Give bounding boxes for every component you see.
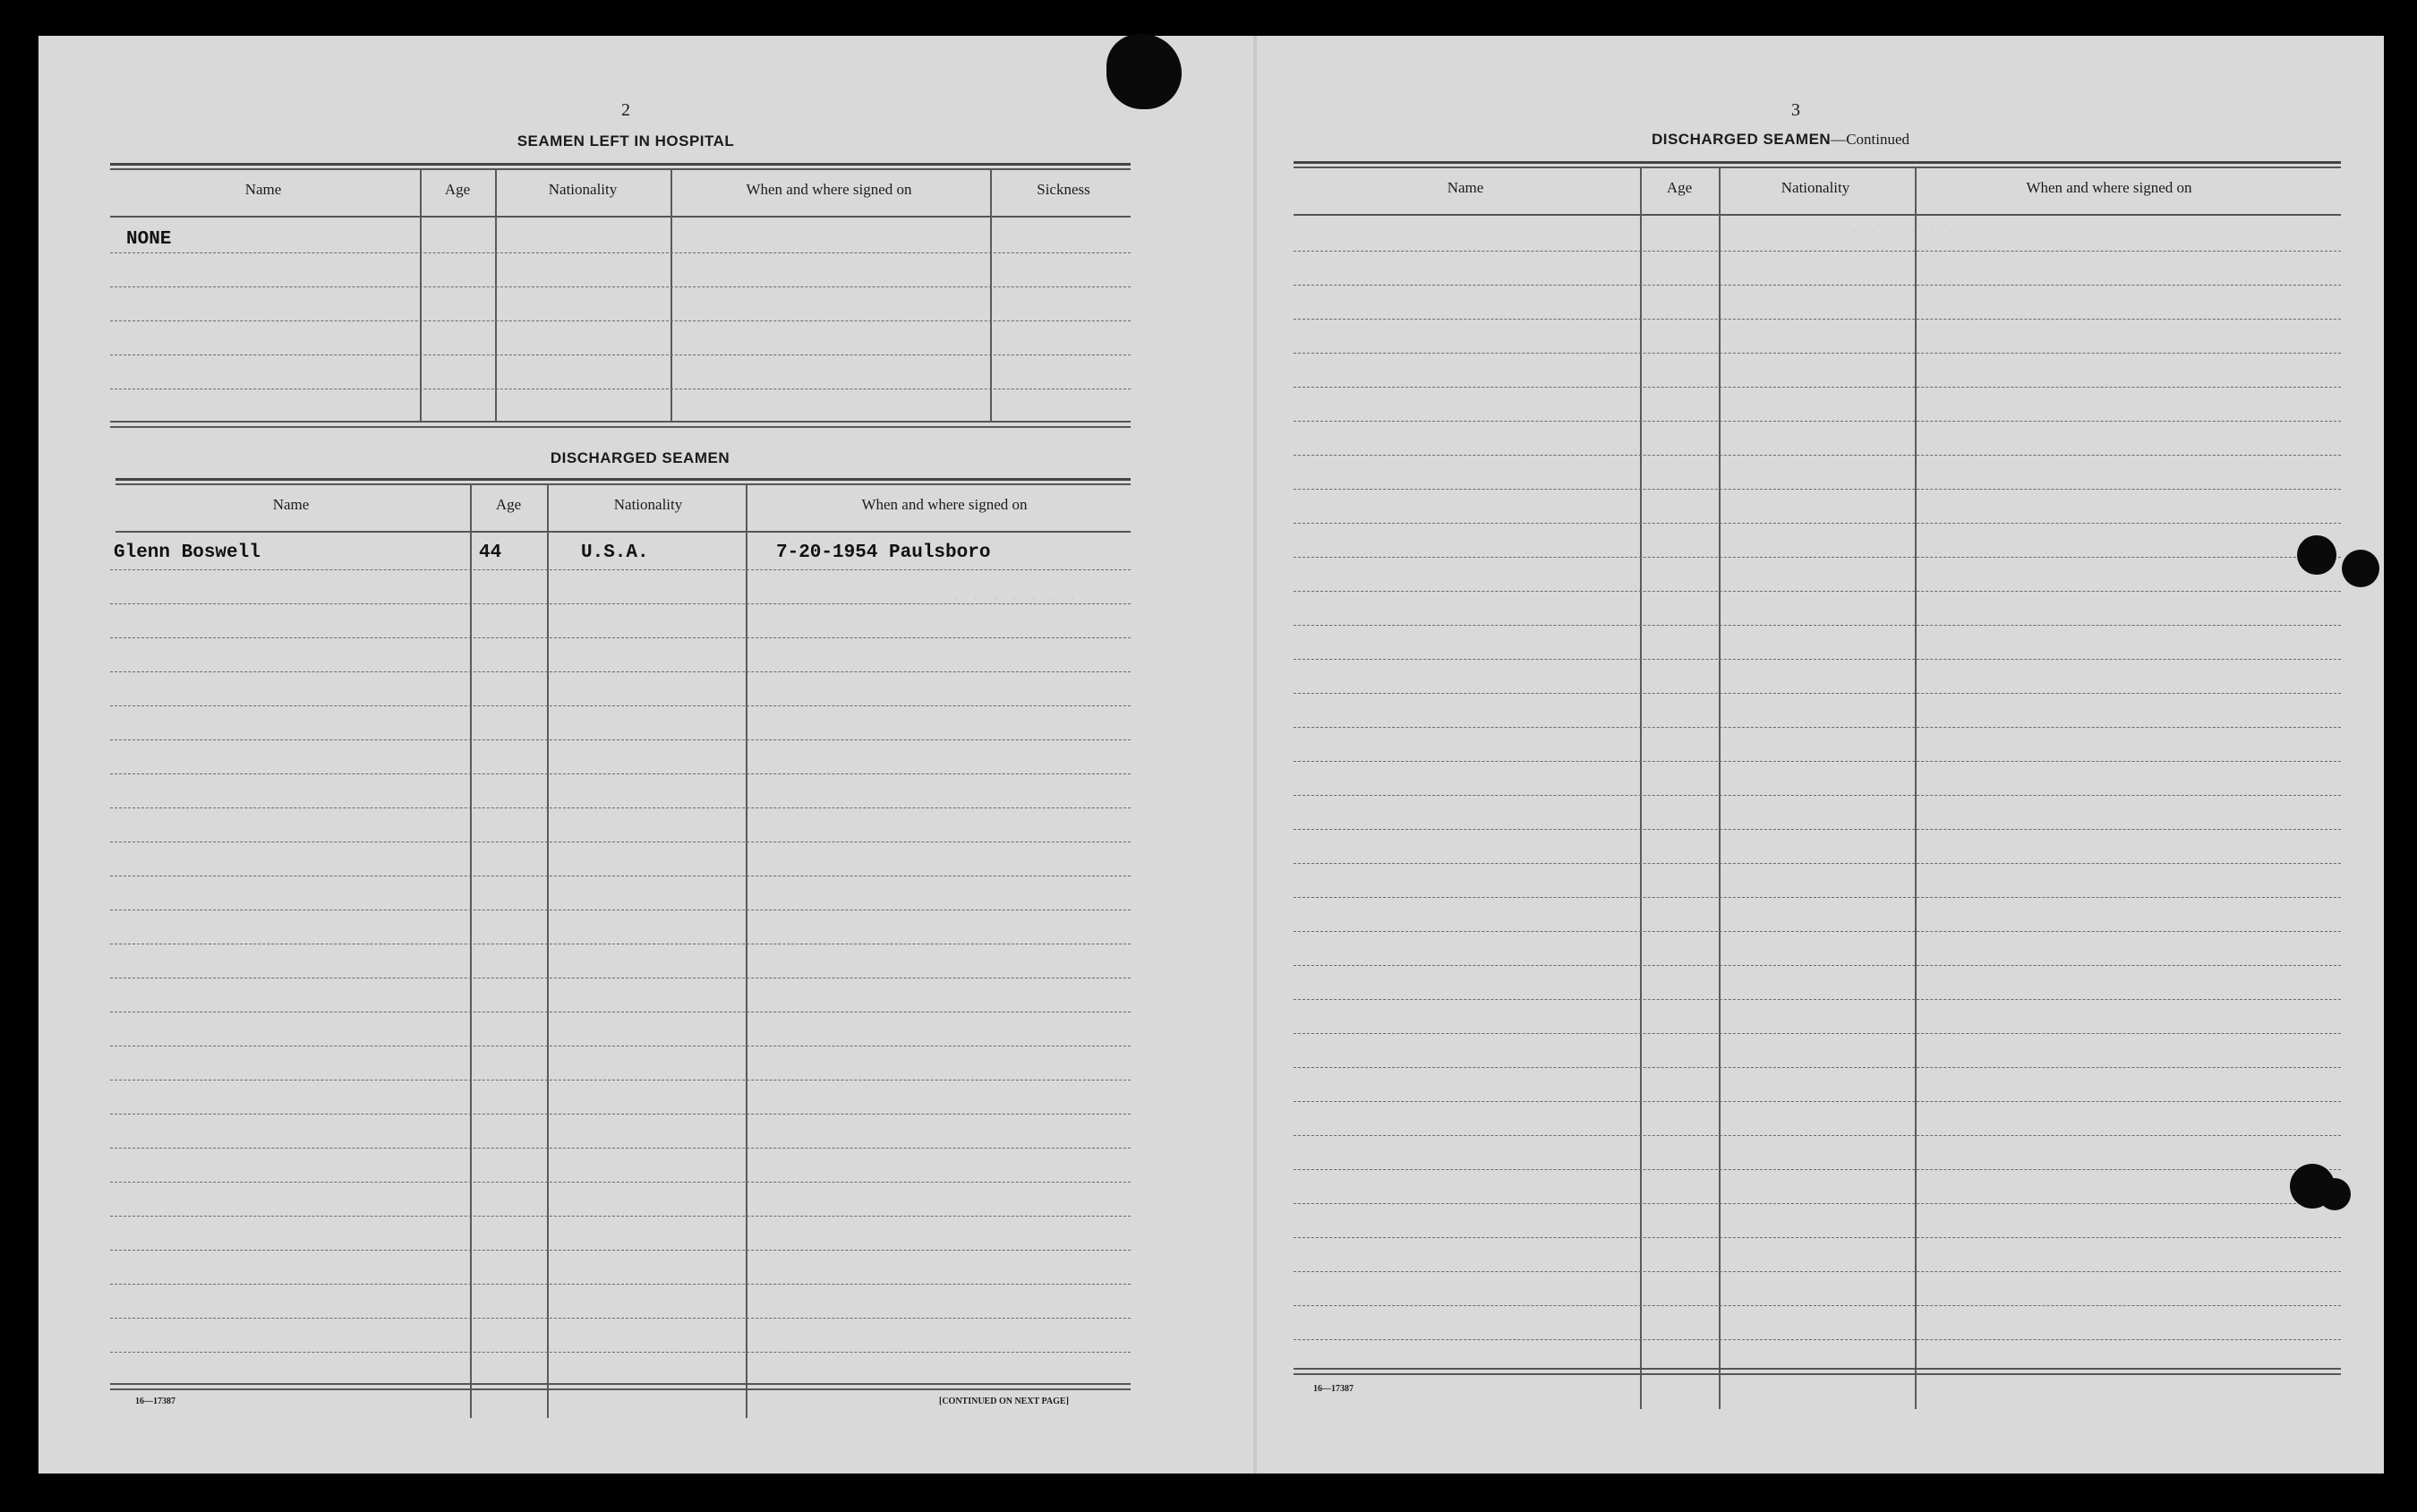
hospital-col-name: Name	[244, 181, 282, 198]
hospital-col-divider	[670, 168, 672, 421]
row-rule	[110, 1250, 1131, 1251]
discharged-row-signed-on: 7-20-1954 Paulsboro	[776, 542, 991, 563]
row-rule	[1294, 353, 2341, 354]
row-rule	[1294, 795, 2341, 796]
row-rule	[1294, 251, 2341, 252]
punch-hole	[2297, 535, 2336, 575]
row-rule	[110, 569, 1131, 570]
row-rule	[1294, 1305, 2341, 1306]
row-rule	[1294, 557, 2341, 558]
row-rule	[1294, 591, 2341, 592]
row-rule	[110, 1352, 1131, 1353]
hospital-row-rule	[110, 286, 1131, 287]
row-rule	[1294, 625, 2341, 626]
row-rule	[1294, 999, 2341, 1000]
right-bottom-rule-2	[1294, 1373, 2341, 1375]
row-rule	[1294, 1271, 2341, 1272]
row-rule	[1294, 1135, 2341, 1136]
discharged-bottom-rule-2	[110, 1388, 1131, 1390]
row-rule	[110, 807, 1131, 808]
left-form-number: 16—17387	[135, 1397, 175, 1406]
row-rule	[1294, 319, 2341, 320]
hospital-col-divider	[420, 168, 422, 421]
punch-hole	[2342, 550, 2379, 587]
document-sheet	[38, 36, 2384, 1474]
row-rule	[110, 1148, 1131, 1149]
discharged-table-top-rule	[115, 478, 1131, 481]
discharged-col-divider	[547, 483, 549, 1418]
row-rule	[1294, 285, 2341, 286]
row-rule	[110, 1114, 1131, 1115]
row-rule	[1294, 693, 2341, 694]
right-page-number: 3	[1791, 100, 1800, 120]
hospital-bottom-rule-2	[110, 426, 1131, 428]
hospital-table-top-rule-2	[110, 168, 1131, 170]
row-rule	[1294, 1237, 2341, 1238]
hospital-entry-none: NONE	[126, 229, 172, 250]
right-col-nationality: Nationality	[1781, 179, 1850, 196]
discharged-col-nationality: Nationality	[613, 496, 683, 513]
hospital-table-top-rule	[110, 163, 1131, 166]
row-rule	[110, 637, 1131, 638]
discharged-row-nationality: U.S.A.	[581, 542, 649, 563]
discharged-col-name: Name	[272, 496, 310, 513]
row-rule	[1294, 1101, 2341, 1102]
row-rule	[110, 1216, 1131, 1217]
discharged-table-top-rule-2	[115, 483, 1131, 485]
discharged-bottom-rule	[110, 1383, 1131, 1385]
row-rule	[110, 671, 1131, 672]
row-rule	[1294, 421, 2341, 422]
hospital-section-title: SEAMEN LEFT IN HOSPITAL	[517, 132, 735, 149]
bleed-through-mark: · · · · · · · · · ·	[1811, 224, 1995, 242]
row-rule	[1294, 1203, 2341, 1204]
right-col-signed-on: When and where signed on	[2026, 179, 2192, 196]
row-rule	[1294, 1339, 2341, 1340]
hospital-col-divider	[990, 168, 992, 421]
right-table-top-rule	[1294, 161, 2341, 164]
row-rule	[110, 773, 1131, 774]
right-col-name: Name	[1447, 179, 1484, 196]
page-fold	[1253, 36, 1257, 1474]
row-rule	[1294, 761, 2341, 762]
hospital-col-age: Age	[444, 181, 471, 198]
hospital-col-nationality: Nationality	[548, 181, 618, 198]
row-rule	[1294, 1169, 2341, 1170]
row-rule	[1294, 727, 2341, 728]
discharged-col-divider	[470, 483, 472, 1418]
hospital-col-sickness: Sickness	[1037, 181, 1090, 198]
punch-hole	[2319, 1178, 2351, 1210]
hospital-row-rule	[110, 320, 1131, 321]
discharged-section-title: DISCHARGED SEAMEN	[550, 449, 730, 466]
discharged-row-age: 44	[479, 542, 502, 563]
discharged-header-rule	[115, 531, 1131, 533]
hospital-col-signed-on: When and where signed on	[746, 181, 912, 198]
row-rule	[110, 1080, 1131, 1081]
row-rule	[1294, 659, 2341, 660]
right-form-number: 16—17387	[1313, 1384, 1354, 1394]
hospital-row-rule	[110, 252, 1131, 253]
row-rule	[1294, 1067, 2341, 1068]
row-rule	[1294, 455, 2341, 456]
row-rule	[1294, 897, 2341, 898]
row-rule	[1294, 523, 2341, 524]
right-section-title-main: DISCHARGED SEAMEN	[1651, 131, 1832, 148]
discharged-col-signed-on: When and where signed on	[861, 496, 1028, 513]
row-rule	[110, 739, 1131, 740]
row-rule	[1294, 1033, 2341, 1034]
row-rule	[1294, 829, 2341, 830]
row-rule	[110, 705, 1131, 706]
right-section-title-continued: —Continued	[1831, 131, 1910, 148]
right-bottom-rule	[1294, 1368, 2341, 1370]
discharged-col-divider	[746, 483, 747, 1418]
right-section-title	[1652, 131, 1909, 149]
row-rule	[1294, 387, 2341, 388]
row-rule	[110, 1284, 1131, 1285]
row-rule	[1294, 931, 2341, 932]
row-rule	[110, 1182, 1131, 1183]
row-rule	[110, 1318, 1131, 1319]
right-table-top-rule-2	[1294, 167, 2341, 168]
row-rule	[1294, 863, 2341, 864]
row-rule	[1294, 965, 2341, 966]
hospital-bottom-rule	[110, 421, 1131, 423]
hospital-header-rule	[110, 216, 1131, 218]
left-page-number: 2	[621, 100, 630, 120]
discharged-row-name: Glenn Boswell	[114, 542, 260, 563]
punch-hole-blot	[1106, 34, 1182, 109]
right-header-rule	[1294, 214, 2341, 216]
row-rule	[110, 841, 1131, 842]
discharged-col-age: Age	[495, 496, 522, 513]
row-rule	[110, 603, 1131, 604]
hospital-col-divider	[495, 168, 497, 421]
bleed-through-mark: · · · · · · ·	[952, 591, 1078, 609]
right-col-age: Age	[1666, 179, 1693, 196]
row-rule	[1294, 489, 2341, 490]
continued-note: [CONTINUED ON NEXT PAGE]	[939, 1397, 1069, 1406]
